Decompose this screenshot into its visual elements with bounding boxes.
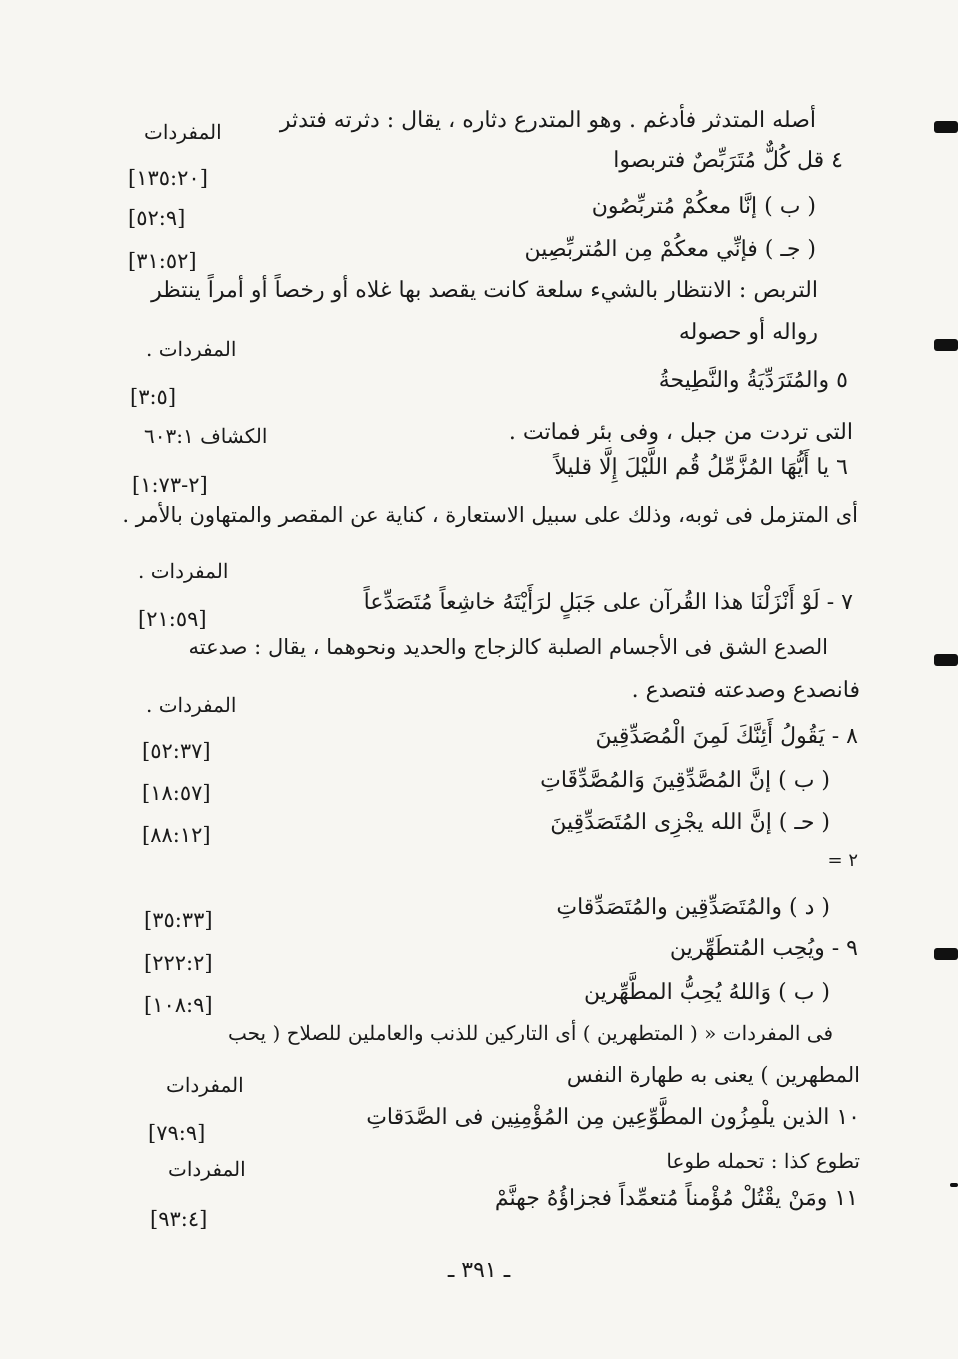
source-label: المفردات	[144, 120, 222, 144]
text-line-12: الصدع الشق فى الأجسام الصلبة كالزجاج والحديد ونحوهما ، يقال : صدعته	[188, 635, 828, 659]
text-line-6: رواله أو حصوله	[678, 320, 818, 345]
text-line-9: ٦ يا أَيُّهَا المُزَّمِّلُ قُم اللَّيْلَ إِلَّا قليلاً	[554, 455, 848, 480]
verse-reference: [٣١:٥٢]	[128, 249, 197, 273]
text-line-10: أى المتزمل فى ثوبه، وذلك على سبيل الاستعارة ، كناية عن المقصر والمتهاون بالأمر .	[122, 503, 858, 527]
source-label: المفردات	[166, 1073, 244, 1097]
text-line-25: ١١ ومَنْ يقْتُلْ مُؤْمناً مُتعمِّداً فجزاؤُهُ جهنَّمْ	[494, 1186, 858, 1211]
binding-mark	[934, 121, 958, 133]
verse-reference: [٩٣:٤]	[150, 1207, 208, 1231]
text-line-15: ( ب ) إنَّ المُصَّدِّقِينَ وَالمُصَّدِّقَاتِ	[540, 768, 830, 793]
text-line-11: ٧ - لَوْ أَنْزَلْنَا هذا القُرآن على جَبَلٍ لرَأَيْتَهُ خاشِعاً مُتَصَدِّعاً	[363, 590, 853, 615]
page-number: ـ ٣٩١ ـ	[447, 1258, 511, 1283]
text-line-2: ٤ قل كُلٌّ مُتَرَبِّصٌ فتربصوا	[613, 148, 843, 173]
text-line-3: ( ب ) إنَّا معكُمْ مُتربِّصُون	[591, 194, 816, 219]
verse-reference: [٧٩:٩]	[148, 1121, 206, 1145]
text-line-24: تطوع كذا : تحمله طوعا	[666, 1149, 860, 1173]
text-line-23: ١٠ الذين يلْمِزُون المطَّوِّعِين مِن المُؤْمِنِين فى الصَّدَقاتِ	[366, 1105, 860, 1130]
text-line-13: فانصدع وصدعته فتصدع .	[631, 678, 860, 703]
text-line-20: ( ب ) وَاللهُ يُحِبُّ المطَّهِّرين	[583, 980, 830, 1005]
source-label: المفردات .	[146, 337, 237, 361]
verse-reference: [٢٢٢:٢]	[144, 951, 213, 975]
source-label: المفردات .	[146, 693, 237, 717]
binding-mark	[934, 339, 958, 351]
verse-reference: [٥٢:٣٧]	[142, 739, 211, 763]
binding-mark	[934, 948, 958, 960]
verse-reference: [١٠٨:٩]	[144, 993, 213, 1017]
binding-mark	[934, 654, 958, 666]
verse-reference: [١٣٥:٢٠]	[128, 166, 208, 190]
text-line-4: ( جـ ) فإنِّي معكُمْ مِن المُتربِّصِين	[524, 237, 816, 262]
verse-reference: [٣٥:٣٣]	[144, 908, 213, 932]
source-label: المفردات	[168, 1157, 246, 1181]
verse-reference: [١٨:٥٧]	[142, 781, 211, 805]
text-line-16: ( حـ ) إنَّ الله يجْزِى المُتَصَدِّقِينَ	[550, 810, 830, 835]
text-line-5: التربص : الانتظار بالشيء سلعة كانت يقصد بها غلاه أو رخصاً أو أمراً ينتظر	[151, 278, 818, 303]
verse-reference: [٥٢:٩]	[128, 206, 186, 230]
text-line-22: المطهرين ) يعنى به طهارة النفس	[566, 1063, 860, 1087]
text-line-17: ٢ =	[827, 850, 858, 871]
text-line-1: أصله المتدثر فأدغم . وهو المتدرع دثاره ، يقال : دثرته فتدثر	[279, 108, 816, 133]
verse-reference: [٨٨:١٢]	[142, 823, 211, 847]
text-line-8: التى تردت من جبل ، وفى بئر فماتت .	[508, 420, 853, 445]
verse-reference: [٢-١:٧٣]	[132, 473, 208, 497]
verse-reference: [٣:٥]	[130, 385, 177, 409]
text-line-21: فى المفردات « ( المتطهرين ) أى التاركين للذنب والعاملين للصلاح ( يحب	[227, 1021, 833, 1045]
text-line-7: ٥ والمُتَرَدِّيَةُ والنَّطِيحةُ	[658, 368, 848, 393]
text-line-19: ٩ - ويُحِب المُتطَهِّرين	[669, 936, 858, 961]
source-label: المفردات .	[138, 559, 229, 583]
text-line-18: ( د ) والمُتَصَدِّقِين والمُتَصَدِّقاتِ	[556, 895, 830, 920]
text-line-14: ٨ - يَقُولُ أَئِنَّكَ لَمِنَ الْمُصَدِّقِينَ	[595, 724, 858, 749]
source-label: الكشاف ٦٠٣:١	[144, 424, 268, 448]
binding-mark	[950, 1183, 958, 1187]
verse-reference: [٢١:٥٩]	[138, 607, 207, 631]
